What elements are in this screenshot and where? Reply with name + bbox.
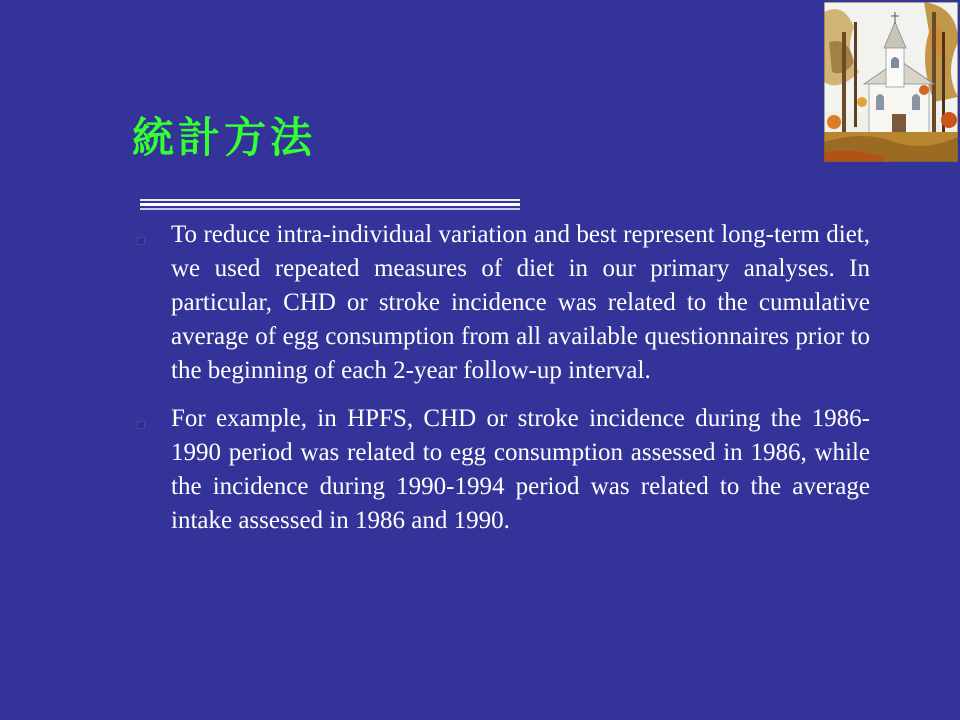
bullet-item [134, 402, 870, 538]
church-autumn-clipart-icon [824, 2, 958, 162]
bullet-marker-icon [137, 237, 145, 245]
bullet-text: To reduce intra-individual variation and best represent long-term diet, we used repeated measures of diet in our primary analyses. In particular, CHD or stroke incidence was related to the cumulative average of egg consumption from all available questionnaires prior to the beginning of each 2-year follow-up interval. [171, 221, 870, 384]
title-divider [140, 199, 520, 211]
bullet-text: For example, in HPFS, CHD or stroke incidence during the 1986-1990 period was related to egg consumption assessed in 1986, while the incidence during 1990-1994 period was related to the average intake assessed in 1986 and 1990. [171, 405, 870, 534]
slide-title: 統計方法 [132, 113, 317, 162]
bullet-marker-icon [137, 421, 145, 429]
bullet-list [134, 218, 870, 552]
bullet-item [134, 218, 870, 388]
